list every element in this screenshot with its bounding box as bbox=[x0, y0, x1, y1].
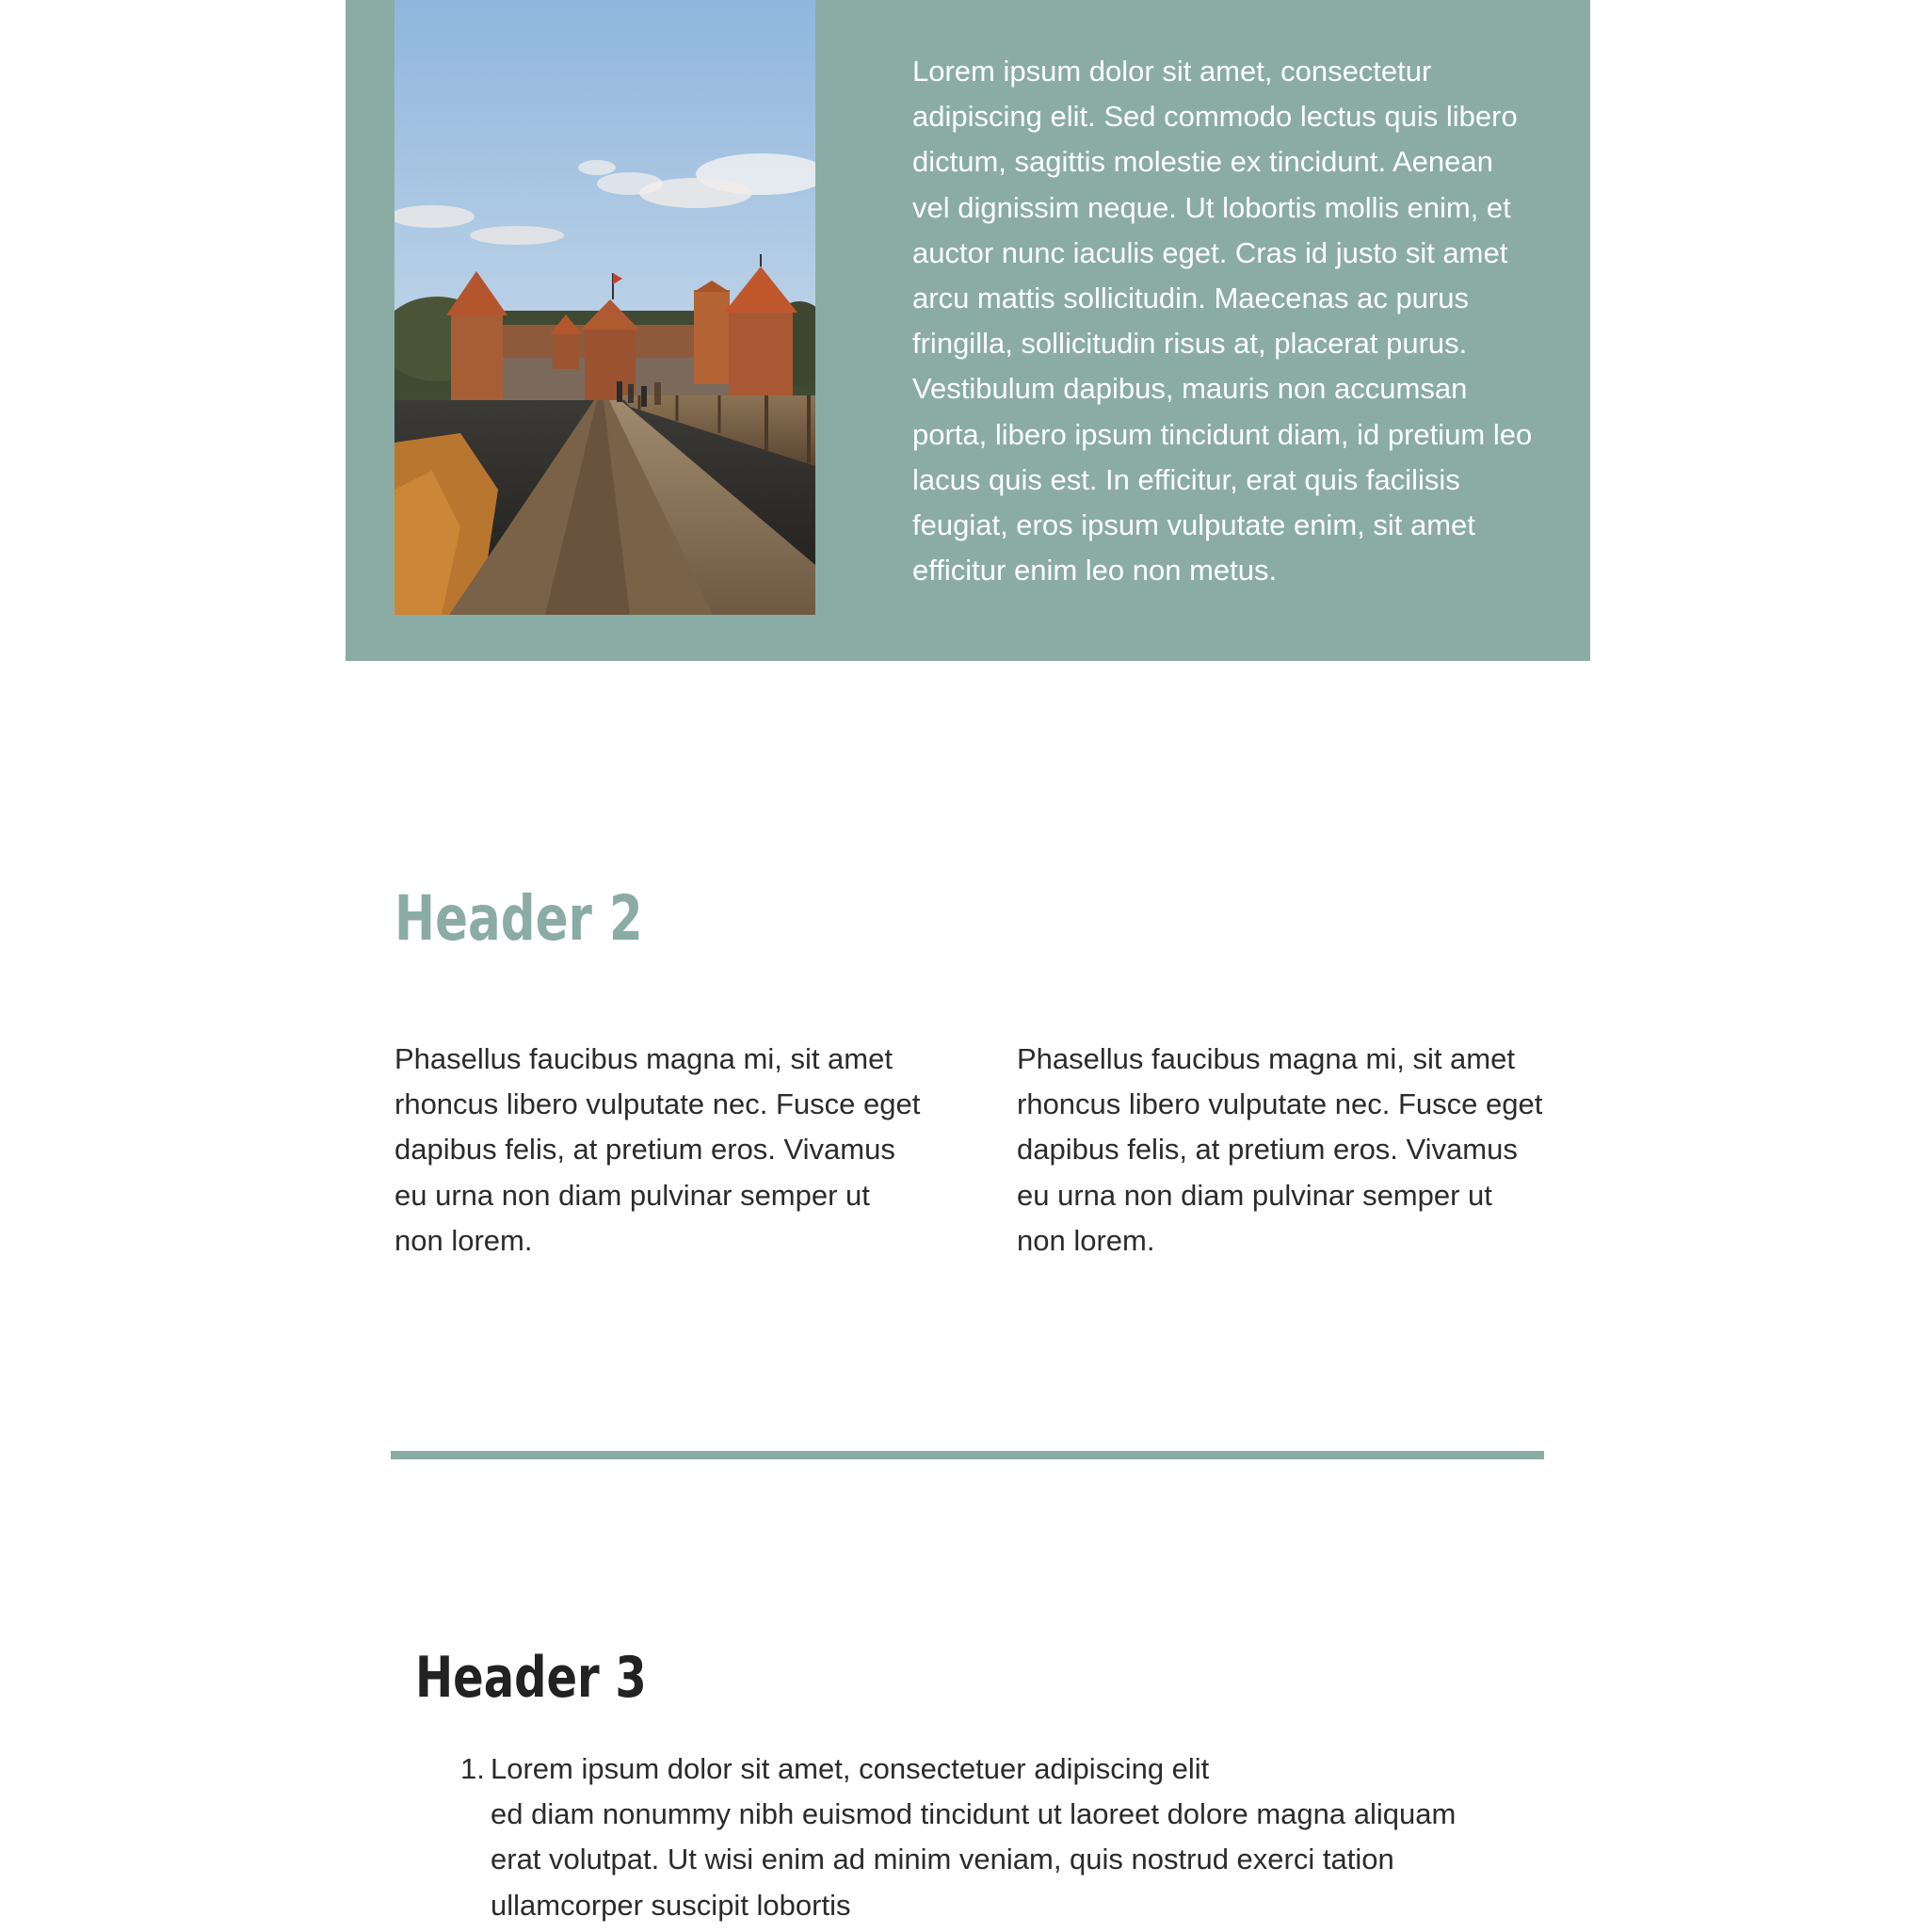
column-text-left: Phasellus faucibus magna mi, sit amet rhoncus libero vulputate nec. Fusce eget dapibus felis, at pretium eros. Vivamus eu urna non diam pulvinar semper ut non lorem. bbox=[394, 1042, 921, 1257]
hero-band bbox=[346, 0, 1590, 661]
list-item-number: 1. bbox=[460, 1752, 485, 1785]
section-heading-3: Header 3 bbox=[415, 1645, 647, 1711]
list-item bbox=[460, 1747, 1526, 1928]
column-text-right: Phasellus faucibus magna mi, sit amet rhoncus libero vulputate nec. Fusce eget dapibus felis, at pretium eros. Vivamus eu urna non diam pulvinar semper ut non lorem. bbox=[1017, 1042, 1543, 1257]
ordered-list bbox=[460, 1747, 1526, 1928]
list-item-line: erat volutpat. Ut wisi enim ad minim veniam, quis nostrud exerci tation bbox=[491, 1843, 1394, 1876]
section-heading-2: Header 2 bbox=[394, 882, 643, 955]
list-item-line: ed diam nonummy nibh euismod tincidunt ut laoreet dolore magna aliquam bbox=[491, 1797, 1457, 1831]
list-item-line: ullamcorper suscipit lobortis bbox=[491, 1888, 851, 1922]
list-item-line: Lorem ipsum dolor sit amet, consectetuer adipiscing elit bbox=[491, 1752, 1210, 1785]
section-divider bbox=[391, 1451, 1544, 1459]
castle-photo bbox=[394, 0, 815, 615]
hero-paragraph: Lorem ipsum dolor sit amet, consectetur adipiscing elit. Sed commodo lectus quis libero dictum, sagittis molestie ex tincidunt. Aenean vel dignissim neque. Ut lobortis mollis enim, et auctor nunc iaculis eget. Cras id justo sit amet arcu mattis sollicitudin. Maecenas ac purus fringilla, sollicitudin risus at, placerat purus. Vestibulum dapibus, mauris non accumsan porta, libero ipsum tincidunt diam, id pretium leo lacus quis est. In efficitur, erat quis facilisis feugiat, eros ipsum vulputate enim, sit amet efficitur enim leo non metus. bbox=[912, 55, 1533, 588]
